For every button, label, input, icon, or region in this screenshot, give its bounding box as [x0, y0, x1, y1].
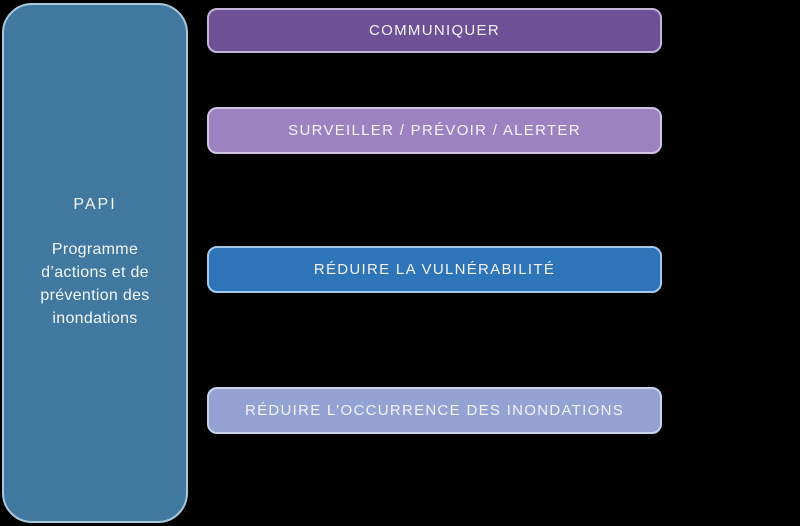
bar-label: SURVEILLER / PRÉVOIR / ALERTER: [288, 122, 581, 139]
papi-title: PAPI: [73, 196, 117, 213]
bar-communiquer: [207, 8, 662, 53]
papi-subtitle-line: prévention des: [40, 287, 150, 304]
papi-panel: [2, 3, 188, 523]
papi-subtitle: [25, 238, 165, 330]
bar-label: COMMUNIQUER: [369, 22, 500, 39]
papi-subtitle-line: d’actions et de: [41, 264, 149, 281]
bar-reduire-occurrence-inondations: [207, 387, 662, 434]
papi-subtitle-line: Programme: [51, 241, 139, 258]
bar-label: RÉDUIRE LA VULNÉRABILITÉ: [313, 261, 556, 278]
bar-label: RÉDUIRE L’OCCURRENCE DES INONDATIONS: [244, 402, 625, 419]
bar-reduire-la-vulnerabilite: [207, 246, 662, 293]
papi-subtitle-line: inondations: [52, 310, 138, 327]
bar-surveiller-prevoir-alerter: [207, 107, 662, 154]
